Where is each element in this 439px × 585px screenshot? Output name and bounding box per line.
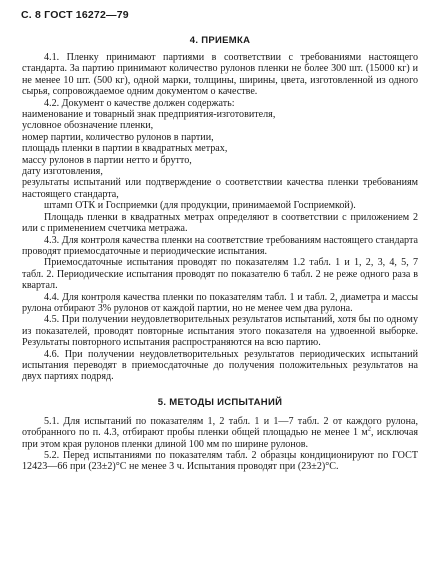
paragraph-5-1-text-a: 5.1. Для испытаний по показателям 1, 2 табл. 1 и 1—7 табл. 2 от каждого рулона, отобранного по п. 4.3, отбирают пробы пленки общей площадью не менее 1 м [22, 415, 418, 439]
page-header: С. 8 ГОСТ 16272—79 [21, 9, 129, 21]
paragraph-5-1-text-b: , исключая при этом края рулонов пленки длиной 100 мм по ширине рулонов. [22, 427, 418, 450]
paragraph-4-6: 4.6. При получении неудовлетворительных результатов периодических испытаний испытания переводят в приемосдаточные до получения положительных результатов на двух партиях подряд. [22, 348, 418, 383]
paragraph-acceptance-tests: Приемосдаточные испытания проводят по показателям 1.2 табл. 1 и 1, 2, 3, 4, 5, 7 табл. 2. Периодические испытания проводят по показателю 6 табл. 2 не реже одного раза в квартал. [22, 257, 418, 292]
square-superscript: 2 [367, 425, 371, 433]
paragraph-5-2: 5.2. Перед испытаниями по показателям табл. 2 образцы кондиционируют по ГОСТ 12423—66 при (23±2)°С не менее 3 ч. Испытания проводят при (23±2)°С. [22, 450, 418, 473]
paragraph-4-5: 4.5. При получении неудовлетворительных результатов испытаний, хотя бы по одному из показателей, проводят повторные испытания этого показателя на удвоенной выборке. Результаты повторного испытания распространяются на всю партию. [22, 314, 418, 349]
paragraph-4-3: 4.3. Для контроля качества пленки на соответствие требованиям настоящего стандарта проводят приемосдаточные и периодические испытания. [22, 234, 418, 257]
paragraph-5-1 [22, 416, 418, 450]
list-item: площадь пленки в партии в квадратных метрах, [22, 143, 228, 155]
list-item: условное обозначение пленки, [22, 120, 154, 132]
paragraph-area: Площадь пленки в квадратных метрах определяют в соответствии с приложением 2 или с применением счетчика метража. [22, 211, 418, 235]
list-item: номер партии, количество рулонов в партии, [22, 131, 214, 143]
paragraph-4-1: 4.1. Пленку принимают партиями в соответствии с требованиями настоящего стандарта. За партию принимают количество рулонов пленки не более 300 шт. (15000 кг) и не менее 10 шт. (500 кг), одной марки, толщины, ширины, цвета, изготовленной из одного сырья, сопровождаемое одним документом о качестве. [22, 52, 418, 98]
paragraph-4-4: 4.4. Для контроля качества пленки по показателям табл. 1 и табл. 2, диаметра и массы рулона отбирают 3% рулонов от каждой партии, но не менее чем два рулона. [22, 291, 418, 314]
list-item: массу рулонов в партии нетто и брутто, [22, 154, 192, 166]
section-5-title: 5. МЕТОДЫ ИСПЫТАНИЙ [157, 396, 283, 408]
list-item: дату изготовления, [22, 166, 103, 178]
paragraph-4-2: 4.2. Документ о качестве должен содержать: [44, 97, 235, 109]
paragraph-stamp: штамп ОТК и Госприемки (для продукции, принимаемой Госприемкой). [44, 200, 356, 212]
list-item: наименование и товарный знак предприятия-изготовителя, [22, 109, 276, 121]
paragraph-results: результаты испытаний или подтверждение о соответствии качества пленки требованиям настоящего стандарта, [22, 177, 418, 200]
section-4-title: 4. ПРИЕМКА [189, 35, 251, 46]
